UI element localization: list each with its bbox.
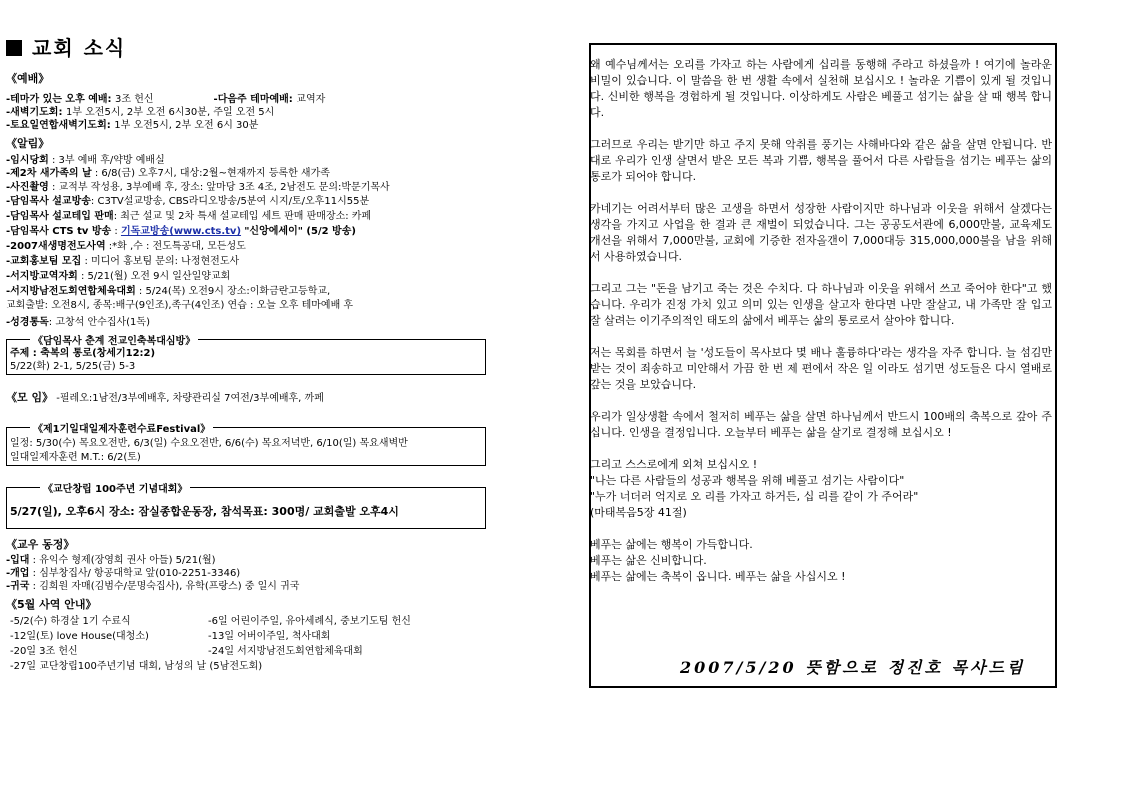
column-paragraph: 왜 예수님께서는 오리를 가자고 하는 사람에게 십리를 동행해 주라고 하셨을까 ! 여기에 놀라운 비밀이 있습니다. 이 말씀을 한 번 생활 속에서 실천해 보십시오 ! 놀라운 기쁨이 있게 될 것입니다. 신비한 행복을 경험하게 될 것입니다. 이상하게도 사람은 베풀고 섬기는 삶을 살 때 행복 합니다. — [590, 58, 1052, 119]
label: -새벽기도회: — [6, 107, 66, 118]
value: 교회출발: 오전8시, 종목:배구(9인조),족구(4인조) 연습 : 오늘 오후 테마예배 후 — [6, 300, 354, 311]
notice-item — [6, 210, 371, 223]
meeting-header: 《모 임》 — [6, 391, 54, 404]
page-title — [6, 32, 126, 61]
value: : 고창석 안수집사(1독) — [48, 317, 150, 328]
label: -교회홍보팀 모집 — [6, 256, 82, 267]
cts-program: "신앙에세이" (5/2 방송) — [244, 226, 356, 237]
column-paragraph: 그리고 그는 "돈을 남기고 죽는 것은 수치다. 다 하나님과 이웃을 위해서 쓰고 죽어야 한다"고 했습니다. 우리가 진정 가치 있고 의미 있는 인생을 살고자 한다면 나만 잘살고, 내 가족만 잘 입고 잘 살려는 이기주의적인 태도의 삶에서 베푸는 삶의 통로로서 살아야 합니다. — [590, 282, 1052, 327]
value: 1부 오전5시, 2부 오전 6시30분, 주일 오전 5시 — [65, 107, 275, 118]
notice-item — [6, 270, 230, 283]
meeting-text: -필레오:1남전/3부예배후, 차량관리실 7여전/3부예배후, 까페 — [56, 393, 324, 404]
value: : 3부 예배 후/약방 예배실 — [48, 155, 165, 166]
counsel-dates: 5/22(화) 2-1, 5/25(금) 5-3 — [10, 361, 136, 372]
member-item — [6, 567, 240, 580]
notice-item — [6, 240, 246, 253]
meeting-line — [6, 391, 324, 405]
notices-header: 《알림》 — [6, 137, 50, 150]
schedule-item: -27일 교단창립100주년기념 대회, 남성의 날 (5남전도회) — [10, 661, 263, 672]
label: -귀국 — [6, 581, 30, 592]
column-paragraph: 그리고 스스로에게 외쳐 보십시오 ! "나는 다른 사람들의 성공과 행복을 위해 베풀고 섬기는 사람이다" "누가 너더러 억지로 오 리를 가자고 하거든, 십 리를 같이 가 주어라" (마태복음5장 41절) — [590, 458, 919, 519]
value: 1부 오전5시, 2부 오전 6시 30분 — [114, 120, 259, 131]
notice-item — [6, 255, 239, 268]
anniversary-details: 5/27(일), 오후6시 장소: 잠실종합운동장, 참석목표: 300명/ 교회출발 오후4시 — [10, 505, 399, 518]
signature: 2007/5/20 뜻함으로 정진호 목사드림 — [680, 658, 1026, 677]
label: -서지방남전도회연합체육대회 — [6, 286, 136, 297]
value: 3조 헌신 — [115, 94, 154, 105]
cts-link[interactable]: 기독교방송(www.cts.tv) — [120, 226, 242, 237]
members-header: 《교우 동정》 — [6, 538, 75, 551]
page-title-text: 교회 소식 — [32, 36, 127, 60]
value: : 5/21(월) 오전 9시 일산일양교회 — [77, 271, 231, 282]
black-square-icon — [6, 40, 22, 56]
value: : 심부창집사/ 항공대학교 앞(010-2251-3346) — [29, 568, 241, 579]
value: : 5/24(목) 오전9시 장소:이화금란고등학교, — [135, 286, 331, 297]
notice-item — [6, 167, 330, 180]
value: : — [111, 226, 121, 237]
schedule-item: -24일 서지방남전도회연합체육대회 — [208, 646, 363, 657]
value: : 미디어 홍보팀 문의: 나정현전도사 — [81, 256, 240, 267]
label: -담임목사 설교방송 — [6, 196, 91, 207]
label: -테마가 있는 오후 예배: — [6, 94, 116, 105]
schedule-item: -6일 어린이주일, 유아세례식, 중보기도팀 헌신 — [208, 616, 411, 627]
label: -2007새생명전도사역 — [6, 241, 106, 252]
column-paragraph: 그러므로 우리는 받기만 하고 주지 못해 악취를 풍기는 사해바다와 같은 삶을 살면 안됩니다. 반대로 우리가 인생 살면서 받은 모든 복과 기쁨, 행복을 풀어서 다른 사람들을 섬기는 베푸는 삶의 통로가 되어야 합니다. — [590, 138, 1052, 183]
label: -사진촬영 — [6, 182, 49, 193]
label: -담임목사 CTS tv 방송 — [6, 226, 112, 237]
value: : 유익수 형제(장영희 권사 아들) 5/21(월) — [29, 555, 216, 566]
member-item — [6, 554, 216, 567]
label: -담임목사 설교테입 판매 — [6, 211, 114, 222]
column-paragraph: 저는 목회를 하면서 늘 '성도들이 목사보다 몇 배나 훌륭하다'라는 생각을 자주 합니다. 늘 섬김만 받는 것이 죄송하고 미안해서 가끔 한 번 제 편에서 작은 일 이라도 섬기면 성도들은 다시 열배로 갚는 것을 보았습니다. — [590, 346, 1052, 391]
value: :*화 ,수 : 전도특공대, 모든성도 — [105, 241, 246, 252]
pastor-column-body — [590, 57, 1052, 601]
schedule-item: -12일(토) love House(대청소) — [10, 631, 149, 642]
notice-item — [6, 316, 150, 329]
schedule-header: 《5월 사역 안내》 — [6, 598, 97, 611]
label: -다음주 테마예배: — [213, 94, 297, 105]
label: -성경통독 — [6, 317, 49, 328]
column-paragraph: 카네기는 어려서부터 많은 고생을 하면서 성장한 사람이지만 하나님과 이웃을 위해서 살겠다는 생각을 가지고 사업을 한 결과 큰 재벌이 되었습니다. 그는 공공도서관에 6,000만불, 교육제도 개선을 위해서 7,000만불, 교회에 기증한 전자올갠이 7,000대등 315,000,000불을 남을 위해서 사용하였습니다. — [590, 202, 1052, 263]
value: : 김희원 자매(김범수/문명숙집사), 유학(프랑스) 중 일시 귀국 — [29, 581, 300, 592]
festival-schedule: 일정: 5/30(수) 목요오전반, 6/3(일) 수요오전반, 6/6(수) 목요저녁반, 6/10(일) 목요새벽반 — [10, 438, 408, 449]
notice-item — [6, 181, 390, 194]
worship-line-3 — [6, 119, 258, 132]
value: : 교적부 작성용, 3부예배 후, 장소: 앞마당 3조 4조, 2남전도 문의:박문기목사 — [48, 182, 390, 193]
notice-item-cts — [6, 225, 356, 238]
worship-line-1 — [6, 93, 325, 106]
festival-box-label: 《제1기일대일제자훈련수료Festival》 — [30, 420, 213, 435]
label: -제2차 새가족의 날 — [6, 168, 92, 179]
member-item — [6, 580, 299, 593]
label: -서지방교역자회 — [6, 271, 78, 282]
schedule-item: -13일 어버이주일, 척사대회 — [208, 631, 331, 642]
label: -개업 — [6, 568, 30, 579]
worship-header: 《예배》 — [6, 72, 50, 85]
counsel-theme: 주제 : 축복의 통로(창세기12:2) — [10, 348, 156, 359]
label: -입대 — [6, 555, 30, 566]
worship-line-2 — [6, 106, 274, 119]
label: -토요일연합새벽기도회: — [6, 120, 115, 131]
value: : 6/8(금) 오후7시, 대상:2월~현재까지 등록한 새가족 — [91, 168, 330, 179]
notice-item — [6, 299, 353, 312]
column-paragraph: 우리가 일상생활 속에서 철저히 베푸는 삶을 살면 하나님께서 반드시 100배의 축복으로 갚아 주십니다. 인생을 결정입니다. 오늘부터 베푸는 삶을 살기로 결정해 보십시오 ! — [590, 410, 1052, 439]
schedule-item: -5/2(수) 하경살 1기 수료식 — [10, 616, 131, 627]
counsel-box-label: 《담임목사 춘계 전교인축복대심방》 — [30, 332, 198, 347]
notice-item — [6, 154, 165, 167]
column-paragraph: 베푸는 삶에는 행복이 가득합니다. 베푸는 삶은 신비합니다. 베푸는 삶에는 축복이 옵니다. 베푸는 삶을 사십시오 ! — [590, 538, 846, 583]
value: : 최근 설교 및 2차 특새 설교테입 세트 판매 판매장소: 카페 — [113, 211, 372, 222]
value: 교역자 — [296, 94, 326, 105]
notice-item — [6, 285, 330, 298]
value: : C3TV설교방송, CBS라디오방송/5분여 시지/토/오후11시55분 — [90, 196, 370, 207]
notice-item — [6, 195, 369, 208]
anniversary-box-label: 《교단창립 100주년 기념대회》 — [40, 480, 190, 495]
festival-mt: 일대일제자훈련 M.T.: 6/2(토) — [10, 452, 141, 463]
schedule-item: -20일 3조 헌신 — [10, 646, 78, 657]
label: -임시당회 — [6, 155, 49, 166]
